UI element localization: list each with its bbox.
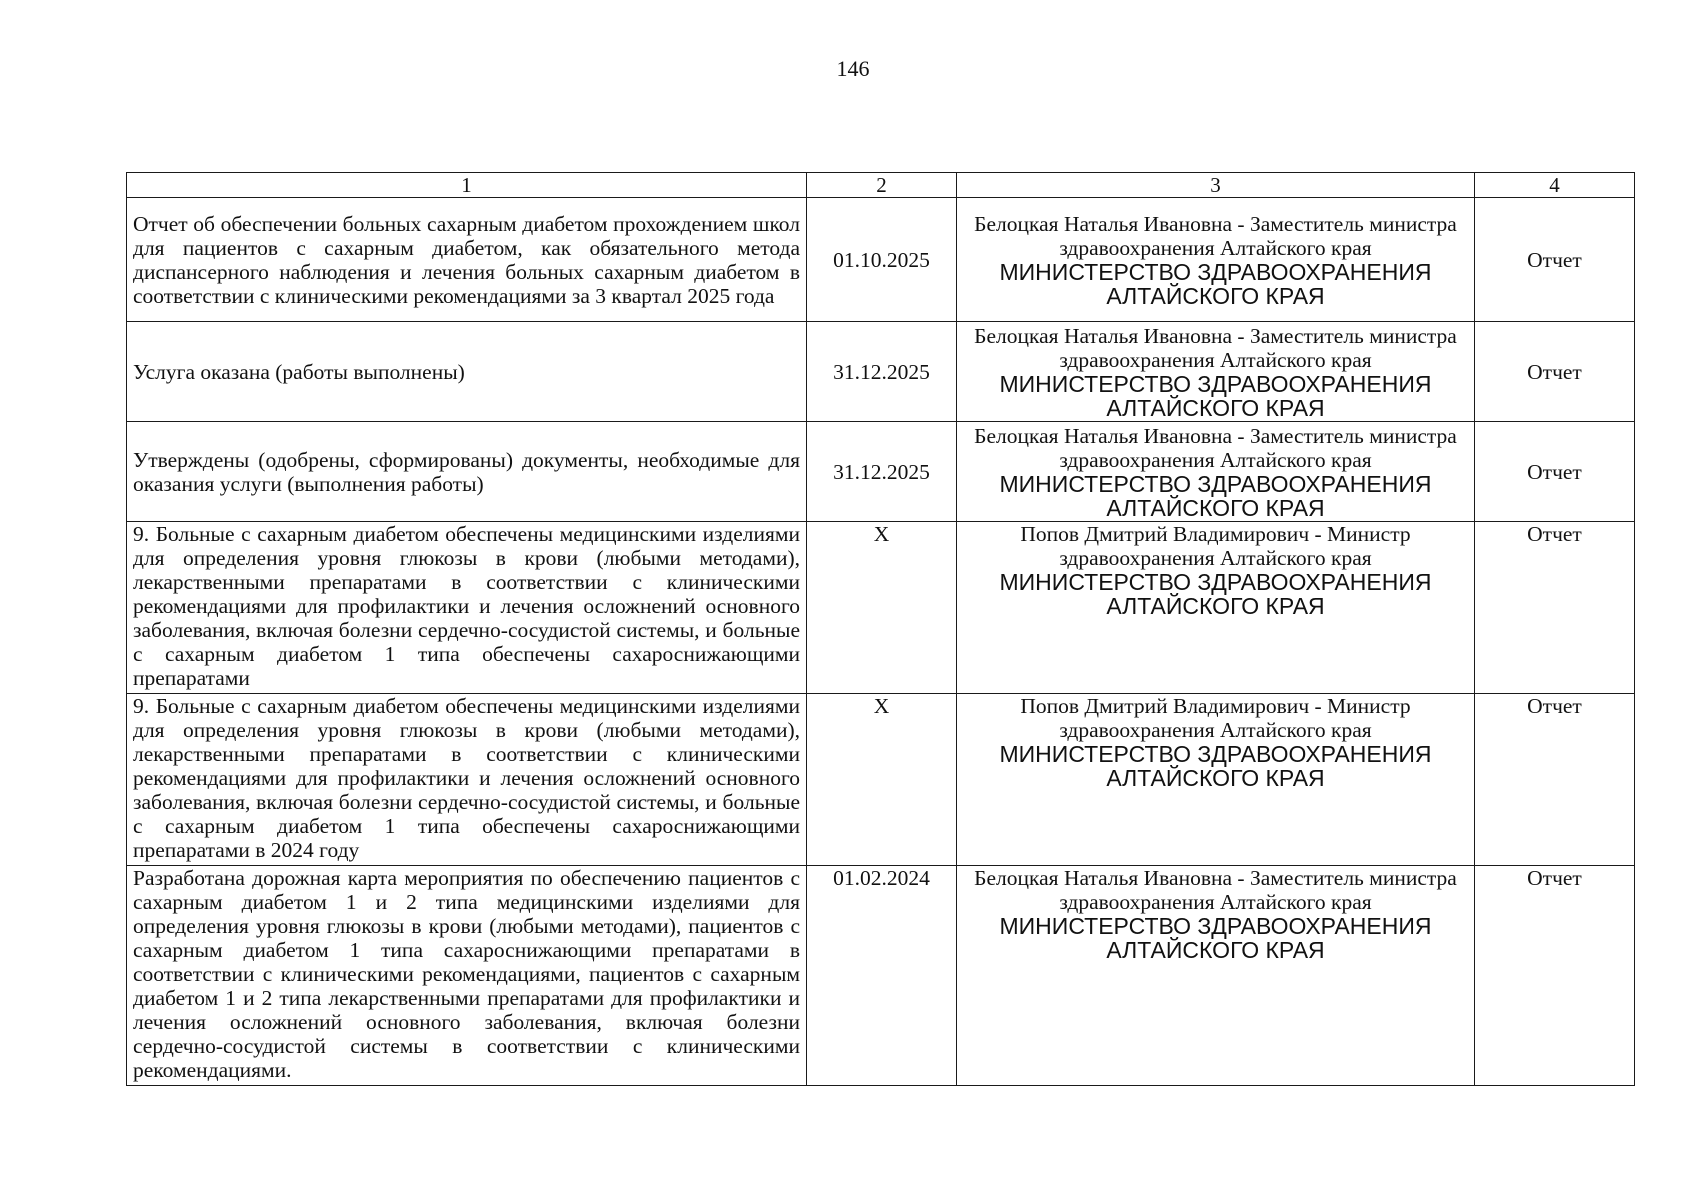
row-description: 9. Больные с сахарным диабетом обеспечены медицинскими изделиями для определения уровня глюкозы в крови (любыми методами), лекарственными препаратами в соответствии с клиническими рекомендациями для профилактики и лечения осложнений основного заболевания, включая болезни сердечно-сосудистой системы, и больные с сахарным диабетом 1 типа обеспечены сахароснижающими препаратами в 2024 году <box>127 694 807 866</box>
responsible-person: Белоцкая Наталья Ивановна - Заместитель министра здравоохранения Алтайского края <box>974 211 1457 260</box>
row-responsible <box>957 198 1475 322</box>
row-responsible <box>957 422 1475 522</box>
table-row <box>127 522 1635 694</box>
row-result: Отчет <box>1475 522 1635 694</box>
row-date: X <box>807 522 957 694</box>
row-result: Отчет <box>1475 866 1635 1086</box>
table-row <box>127 198 1635 322</box>
row-description: 9. Больные с сахарным диабетом обеспечены медицинскими изделиями для определения уровня глюкозы в крови (любыми методами), лекарственными препаратами в соответствии с клиническими рекомендациями для профилактики и лечения осложнений основного заболевания, включая болезни сердечно-сосудистой системы, и больные с сахарным диабетом 1 типа обеспечены сахароснижающими препаратами <box>127 522 807 694</box>
table-row <box>127 322 1635 422</box>
row-result: Отчет <box>1475 322 1635 422</box>
table-row <box>127 694 1635 866</box>
responsible-organization: МИНИСТЕРСТВО ЗДРАВООХРАНЕНИЯ АЛТАЙСКОГО КРАЯ <box>999 258 1432 309</box>
row-responsible <box>957 522 1475 694</box>
table-row <box>127 866 1635 1086</box>
responsible-person: Попов Дмитрий Владимирович - Министр здравоохранения Алтайского края <box>1020 694 1411 742</box>
row-description: Услуга оказана (работы выполнены) <box>127 322 807 422</box>
row-date: 31.12.2025 <box>807 322 957 422</box>
row-responsible <box>957 322 1475 422</box>
responsible-organization: МИНИСТЕРСТВО ЗДРАВООХРАНЕНИЯ АЛТАЙСКОГО КРАЯ <box>999 470 1432 521</box>
responsible-organization: МИНИСТЕРСТВО ЗДРАВООХРАНЕНИЯ АЛТАЙСКОГО КРАЯ <box>999 370 1432 421</box>
row-date: 01.10.2025 <box>807 198 957 322</box>
row-description: Разработана дорожная карта мероприятия по обеспечению пациентов с сахарным диабетом 1 и 2 типа медицинскими изделиями для определения уровня глюкозы в крови (любыми методами), пациентов с сахарным диабетом 1 типа сахароснижающими препаратами в соответствии с клиническими рекомендациями, пациентов с сахарным диабетом 1 и 2 типа лекарственными препаратами для профилактики и лечения осложнений основного заболевания, включая болезни сердечно-сосудистой системы в соответствии с клиническими рекомендациями. <box>127 866 807 1086</box>
responsible-organization: МИНИСТЕРСТВО ЗДРАВООХРАНЕНИЯ АЛТАЙСКОГО КРАЯ <box>999 569 1432 619</box>
row-result: Отчет <box>1475 198 1635 322</box>
column-header-4: 4 <box>1475 173 1635 198</box>
row-responsible <box>957 866 1475 1086</box>
table-header-row <box>127 173 1635 198</box>
responsible-organization: МИНИСТЕРСТВО ЗДРАВООХРАНЕНИЯ АЛТАЙСКОГО КРАЯ <box>999 741 1432 791</box>
table-row <box>127 422 1635 522</box>
column-header-2: 2 <box>807 173 957 198</box>
responsible-person: Попов Дмитрий Владимирович - Министр здравоохранения Алтайского края <box>1020 522 1411 570</box>
responsible-person: Белоцкая Наталья Ивановна - Заместитель министра здравоохранения Алтайского края <box>974 866 1457 914</box>
row-date: 01.02.2024 <box>807 866 957 1086</box>
document-table <box>126 172 1635 1086</box>
row-description: Отчет об обеспечении больных сахарным диабетом прохождением школ для пациентов с сахарным диабетом, как обязательного метода диспансерного наблюдения и лечения больных сахарным диабетом в соответствии с клиническими рекомендациями за 3 квартал 2025 года <box>127 198 807 322</box>
row-description: Утверждены (одобрены, сформированы) документы, необходимые для оказания услуги (выполнения работы) <box>127 422 807 522</box>
column-header-3: 3 <box>957 173 1475 198</box>
row-result: Отчет <box>1475 694 1635 866</box>
column-header-1: 1 <box>127 173 807 198</box>
responsible-organization: МИНИСТЕРСТВО ЗДРАВООХРАНЕНИЯ АЛТАЙСКОГО КРАЯ <box>999 913 1432 963</box>
responsible-person: Белоцкая Наталья Ивановна - Заместитель министра здравоохранения Алтайского края <box>974 323 1457 372</box>
row-date: 31.12.2025 <box>807 422 957 522</box>
row-result: Отчет <box>1475 422 1635 522</box>
page-number: 146 <box>836 56 870 81</box>
row-date: X <box>807 694 957 866</box>
row-responsible <box>957 694 1475 866</box>
responsible-person: Белоцкая Наталья Ивановна - Заместитель министра здравоохранения Алтайского края <box>974 423 1457 472</box>
